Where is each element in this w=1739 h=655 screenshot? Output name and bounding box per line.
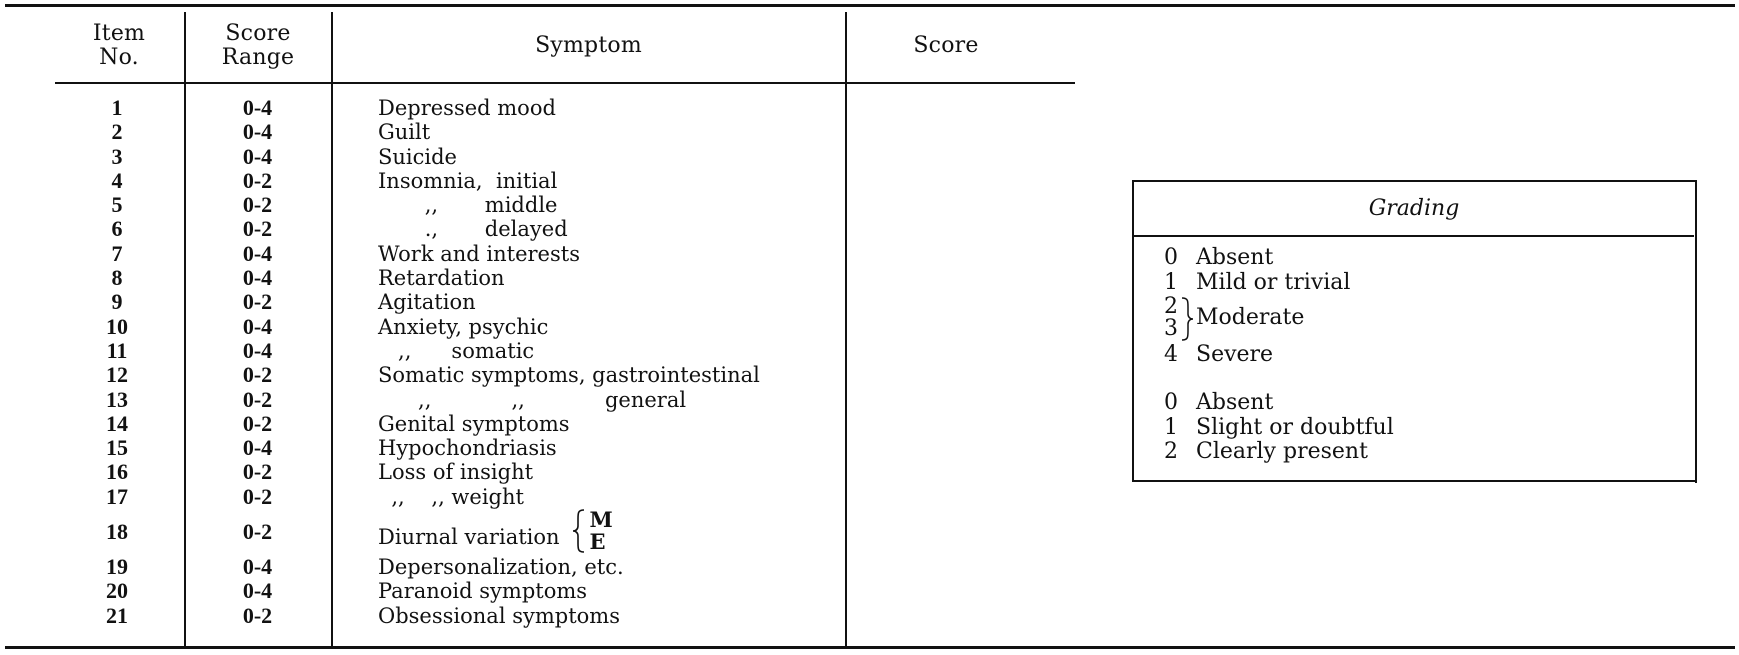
score-range: 0-2 (242, 519, 273, 545)
symptom (378, 436, 557, 460)
item-number: 11 (106, 337, 128, 363)
item-number: 20 (106, 578, 128, 604)
grade-label: Mild or trivial (1196, 269, 1351, 295)
score-range: 0-2 (242, 362, 273, 388)
symptom (378, 604, 620, 628)
symptom-label: Paranoid symptoms (378, 579, 588, 604)
symptom-label: Genital symptoms (378, 411, 570, 436)
table-row (0, 193, 1100, 217)
table-row (0, 485, 1100, 509)
grade-number: 1 (1164, 414, 1178, 440)
item-number: 14 (106, 410, 128, 436)
bottom-rule (5, 646, 1735, 649)
symptom (378, 242, 580, 266)
item-number: 10 (106, 313, 128, 339)
score-range: 0-2 (242, 167, 273, 193)
symptom (378, 120, 430, 144)
header-symptom (332, 34, 845, 58)
item-number: 15 (106, 435, 128, 461)
symptom-label: Depersonalization, etc. (378, 555, 624, 580)
item-number: 5 (111, 192, 123, 218)
symptom (378, 412, 570, 436)
grading-title: Grading (1368, 196, 1460, 221)
grading-right-border (1695, 180, 1697, 483)
symptom (378, 96, 556, 120)
top-rule (5, 4, 1735, 7)
item-number: 17 (106, 483, 128, 509)
grade-label: Moderate (1196, 305, 1305, 330)
grade-number: 0 (1164, 390, 1178, 415)
symptom (378, 339, 534, 363)
diurnal-option: M (589, 507, 613, 533)
item-number: 12 (106, 362, 128, 388)
grading-divider (1134, 235, 1694, 237)
item-number: 19 (106, 554, 128, 580)
item-number: 3 (111, 143, 123, 169)
grading-top-border (1132, 180, 1696, 182)
symptom-label: Insomnia, initial (378, 168, 558, 193)
table-row (0, 266, 1100, 290)
grade-number: 1 (1164, 269, 1178, 295)
symptom (378, 460, 533, 484)
score-range: 0-4 (242, 119, 273, 145)
symptom-label: ,, ,, weight (378, 484, 524, 509)
symptom (378, 169, 557, 193)
score-range: 0-2 (242, 216, 273, 242)
symptom-label: ,, ,, general (378, 387, 687, 412)
grade-label: Absent (1196, 245, 1274, 270)
score-range: 0-2 (242, 386, 273, 412)
grade-label: Severe (1196, 342, 1274, 367)
symptom (378, 363, 760, 387)
symptom-label: Retardation (378, 266, 505, 291)
score-range: 0-4 (242, 95, 273, 120)
score-range: 0-2 (242, 602, 273, 628)
item-number: 16 (106, 459, 128, 485)
symptom (378, 579, 587, 603)
symptom-label: ,, somatic (378, 338, 535, 363)
score-range: 0-4 (242, 435, 273, 461)
table-row (0, 509, 1100, 555)
score-range: 0-2 (242, 459, 273, 485)
symptom (378, 290, 476, 314)
symptom-label: Anxiety, psychic (378, 314, 549, 339)
symptom-label: Guilt (378, 120, 431, 145)
symptom-label: Loss of insight (378, 460, 534, 485)
symptom (378, 266, 505, 290)
score-range: 0-4 (242, 265, 273, 291)
item-number: 9 (111, 289, 123, 315)
header-score-range (185, 22, 331, 70)
item-number: 7 (111, 240, 123, 266)
symptom (378, 485, 524, 509)
symptom-label: Hypochondriasis (378, 436, 557, 461)
symptom-label: Obsessional symptoms (378, 603, 620, 628)
table-row (0, 363, 1100, 387)
table-row (0, 120, 1100, 144)
table-row (0, 315, 1100, 339)
table-row (0, 579, 1100, 603)
diurnal-brace (572, 509, 613, 553)
grading-left-border (1132, 180, 1134, 481)
header-symptom-label: Symptom (535, 33, 642, 58)
table-row (0, 604, 1100, 628)
grade-label: Absent (1196, 390, 1274, 415)
grade-label: Clearly present (1196, 439, 1368, 464)
score-range: 0-2 (242, 192, 273, 218)
table-row (0, 339, 1100, 363)
symptom (378, 555, 624, 579)
symptom (378, 145, 457, 169)
score-range: 0-4 (242, 578, 273, 604)
grading-box (1132, 180, 1696, 480)
item-number: 4 (111, 167, 123, 193)
header-score-label: Score (913, 33, 979, 58)
item-number: 2 (111, 119, 123, 145)
table-row (0, 460, 1100, 484)
diurnal-option: E (589, 529, 606, 555)
score-range: 0-4 (242, 313, 273, 339)
symptom-rows (0, 96, 1100, 628)
table-row (0, 436, 1100, 460)
header-score-range-line2: Range (221, 45, 295, 70)
table-row (0, 145, 1100, 169)
symptom-label: ,, middle (378, 193, 558, 218)
symptom (378, 315, 548, 339)
symptom-label: Somatic symptoms, gastrointestinal (378, 363, 760, 388)
item-number: 18 (106, 519, 128, 545)
table-row (0, 290, 1100, 314)
item-number: 1 (111, 95, 123, 120)
table-row (0, 555, 1100, 579)
symptom-label: Depressed mood (378, 96, 556, 120)
score-range: 0-4 (242, 337, 273, 363)
header-item-no-line2: No. (99, 45, 139, 70)
table-row (0, 388, 1100, 412)
grade-number: 2 (1164, 439, 1178, 464)
item-number: 13 (106, 386, 128, 412)
grade-number: 0 (1164, 245, 1178, 270)
right-brace-icon (1180, 297, 1194, 341)
item-number: 6 (111, 216, 123, 242)
score-range: 0-2 (242, 483, 273, 509)
header-score-range-line1: Score (225, 21, 291, 46)
score-range: 0-2 (242, 289, 273, 315)
table-row (0, 242, 1100, 266)
symptom-label: Work and interests (378, 241, 580, 266)
grading-bottom-border (1132, 480, 1696, 482)
symptom (378, 217, 568, 241)
diurnal-options (590, 509, 613, 553)
grade-number: 2 (1164, 294, 1178, 319)
item-number: 8 (111, 265, 123, 291)
table-row (0, 96, 1100, 120)
symptom-label: Diurnal variation (378, 524, 560, 549)
symptom-label: Suicide (378, 144, 457, 169)
grade-label: Slight or doubtful (1196, 414, 1394, 440)
score-range: 0-4 (242, 554, 273, 580)
symptom (378, 388, 686, 412)
symptom (378, 507, 613, 555)
grade-number: 3 (1164, 316, 1178, 341)
header-underline (55, 82, 1075, 84)
score-range: 0-4 (242, 240, 273, 266)
header-score (846, 34, 1046, 58)
left-brace-icon (572, 509, 586, 553)
grade-number: 4 (1164, 342, 1178, 367)
table-row (0, 412, 1100, 436)
table-row (0, 169, 1100, 193)
symptom-label: ., delayed (378, 217, 568, 242)
header-item-no-line1: Item (92, 21, 146, 46)
symptom-label: Agitation (378, 290, 476, 315)
header-item-no (55, 22, 183, 70)
score-range: 0-2 (242, 410, 273, 436)
item-number: 21 (106, 602, 128, 628)
score-range: 0-4 (242, 143, 273, 169)
symptom (378, 193, 557, 217)
table-row (0, 217, 1100, 241)
